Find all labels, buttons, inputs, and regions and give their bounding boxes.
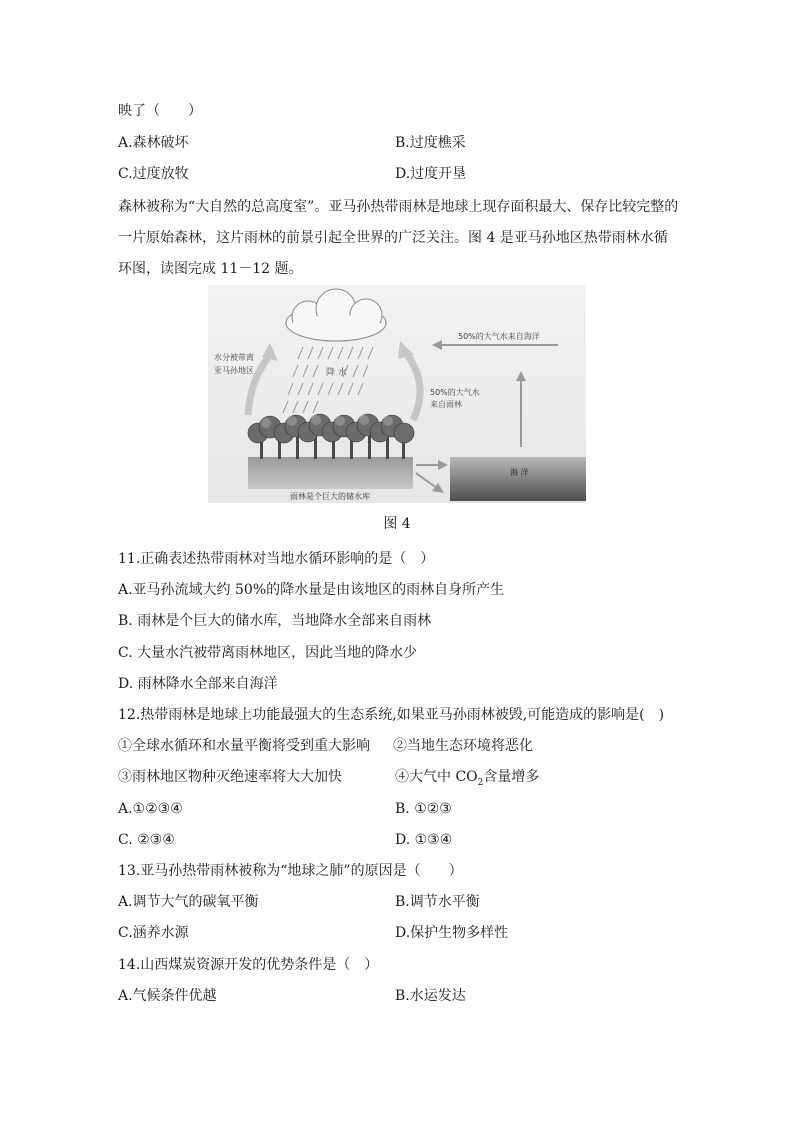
q12-item-4-subscript: 2 (477, 777, 484, 788)
q11-option-c: C. 大量水汽被带离雨林地区，因此当地的降水少 (118, 645, 418, 661)
q12-option-d: D. ①③④ (395, 832, 453, 848)
ocean-block (450, 457, 586, 501)
ocean-moisture-label: 50%的大气水来自海洋 (458, 332, 540, 341)
q14-option-b: B.水运发达 (395, 988, 466, 1004)
q12-item-1: ①全球水循环和水量平衡将受到重大影响 (118, 738, 370, 754)
q12-option-b: B. ①②③ (395, 801, 452, 817)
q13-option-d: D.保护生物多样性 (395, 925, 509, 941)
q12-item-2: ②当地生态环境将恶化 (393, 738, 533, 754)
water-cycle-diagram (208, 285, 586, 503)
forest-moisture-line1: 50%的大气水 (430, 388, 480, 397)
option-d: D.过度开垦 (395, 166, 467, 182)
q12-stem: 12.热带雨林是地球上功能最强大的生态系统,如果亚马孙雨林被毁,可能造成的影响是( ) (118, 707, 665, 723)
q12-option-c: C. ②③④ (118, 832, 175, 848)
left-label-line1: 水分被带离 (214, 353, 254, 362)
forest-moisture-line2: 来自雨林 (430, 400, 462, 409)
q11-option-b: B. 雨林是个巨大的储水库，当地降水全部来自雨林 (118, 613, 432, 629)
q11-option-d: D. 雨林降水全部来自海洋 (118, 676, 278, 692)
option-b: B.过度樵采 (395, 135, 466, 151)
q13-option-b: B.调节水平衡 (395, 894, 480, 910)
option-a: A.森林破坏 (118, 135, 189, 151)
left-label-line2: 亚马孙地区 (214, 366, 254, 375)
q12-item-4-tail: 含量增多 (483, 769, 540, 785)
q13-option-c: C.涵养水源 (118, 925, 189, 941)
q12-item-3: ③雨林地区物种灭绝速率将大大加快 (118, 769, 342, 785)
q11-stem: 11.正确表述热带雨林对当地水循环影响的是（ ） (118, 551, 435, 567)
figure-caption: 图 4 (383, 516, 411, 532)
water-cycle-figure (208, 285, 586, 503)
q11-option-a: A.亚马孙流域大约 50%的降水量是由该地区的雨林自身所产生 (118, 582, 505, 598)
q14-stem: 14.山西煤炭资源开发的优势条件是（ ） (118, 957, 379, 973)
reading-passage: 森林被称为“大自然的总高度室”。亚马孙热带雨林是地球上现存面积最大、保存比较完整的一片原始森林，这片雨林的前景引起全世界的广泛关注。图 4 是亚马孙地区热带雨林水循环图，读图完成 11－12 题。 (118, 199, 679, 277)
rain-label: 降 水 (326, 368, 347, 378)
q12-item-4 (395, 767, 539, 793)
q12-item-4-text: ④大气中 CO (395, 769, 478, 785)
option-c: C.过度放牧 (118, 166, 189, 182)
q13-option-a: A.调节大气的碳氧平衡 (118, 894, 259, 910)
ocean-label: 海 洋 (510, 468, 529, 477)
question-stem-tail: 映了（ ） (118, 103, 202, 119)
q13-stem: 13.亚马孙热带雨林被称为“地球之肺”的原因是（ ） (118, 863, 463, 879)
q14-option-a: A.气候条件优越 (118, 988, 217, 1004)
q12-option-a: A.①②③④ (118, 801, 183, 817)
bottom-label: 雨林是个巨大的储水库 (290, 492, 370, 501)
